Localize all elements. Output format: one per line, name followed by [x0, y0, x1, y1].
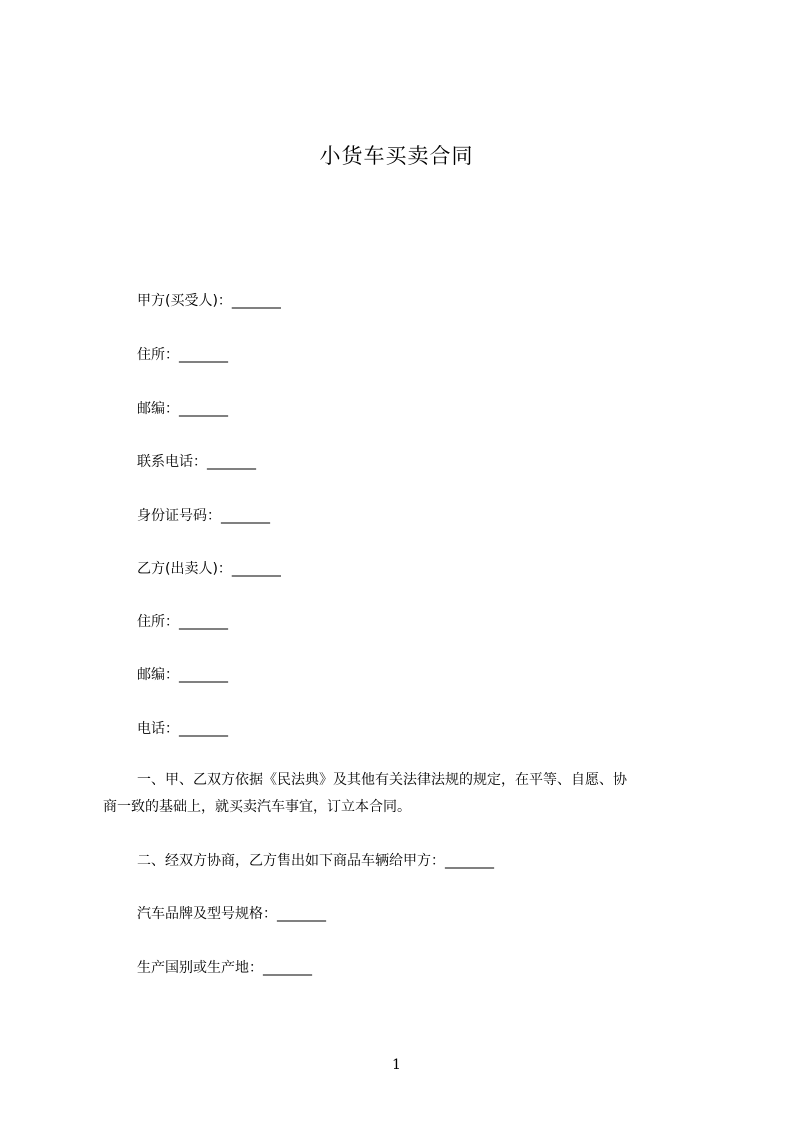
clause-2-line: 二、经双方协商，乙方售出如下商品车辆给甲方：_______ [137, 853, 494, 869]
seller-party-line: 乙方(出卖人)：_______ [137, 561, 281, 577]
buyer-party-line: 甲方(买受人)：_______ [137, 293, 281, 309]
buyer-address-line: 住所：_______ [137, 347, 228, 363]
clause-1-line-2: 商一致的基础上，就买卖汽车事宜，订立本合同。 [103, 799, 411, 815]
seller-phone-line: 电话：_______ [137, 721, 228, 737]
buyer-id-number-line: 身份证号码：_______ [137, 508, 270, 524]
document-title: 小货车买卖合同 [319, 144, 474, 168]
page-number: 1 [392, 1057, 401, 1073]
vehicle-brand-model-line: 汽车品牌及型号规格：_______ [137, 906, 326, 922]
clause-1-paragraph [103, 767, 703, 821]
buyer-phone-line: 联系电话：_______ [137, 454, 256, 470]
clause-1-line-1: 一、甲、乙双方依据《民法典》及其他有关法律法规的规定，在平等、自愿、协 [137, 772, 627, 788]
buyer-postcode-line: 邮编：_______ [137, 401, 228, 417]
vehicle-origin-line: 生产国别或生产地：_______ [137, 960, 312, 976]
seller-address-line: 住所：_______ [137, 614, 228, 630]
seller-postcode-line: 邮编：_______ [137, 667, 228, 683]
